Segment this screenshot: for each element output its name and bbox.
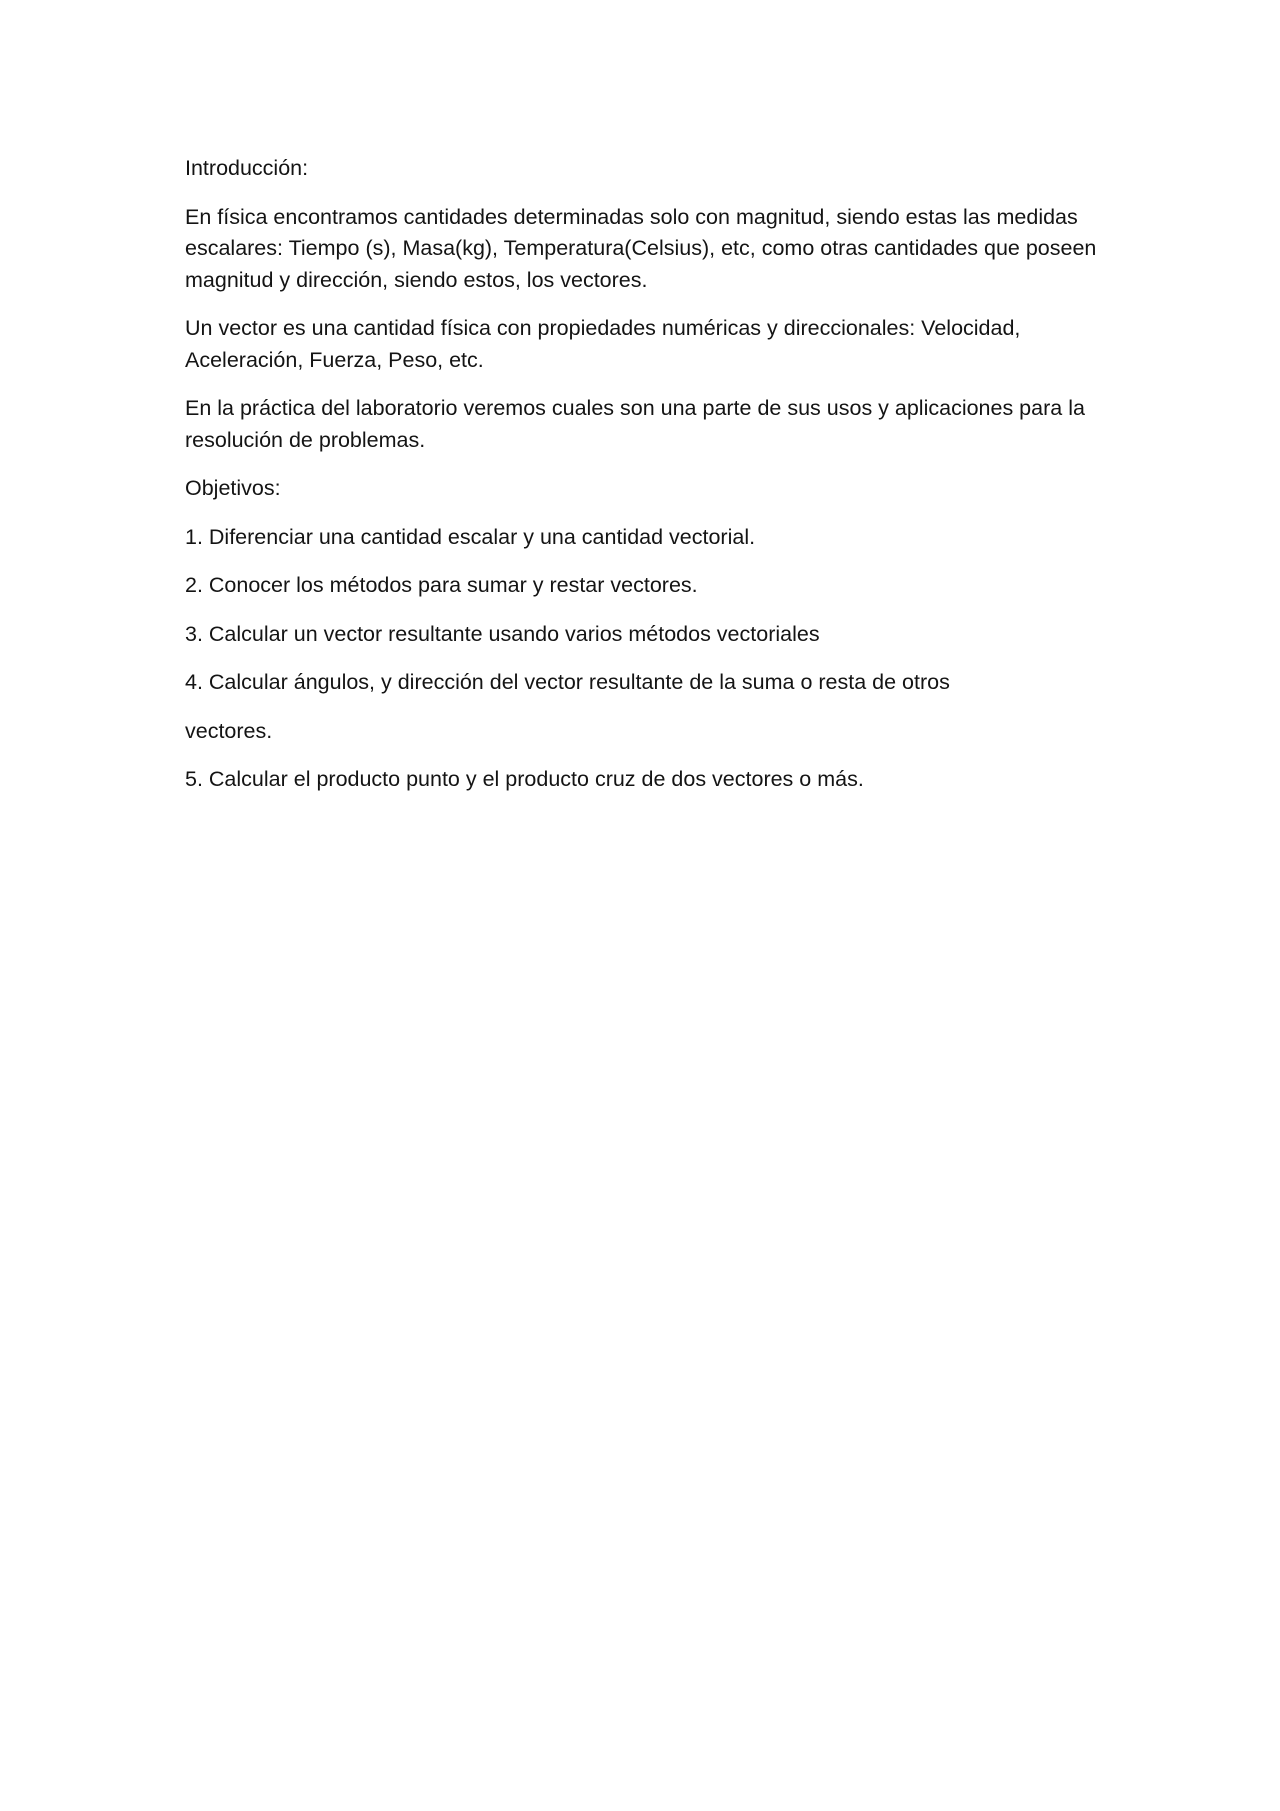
document-body	[185, 153, 1105, 813]
intro-paragraph: En física encontramos cantidades determinadas solo con magnitud, siendo estas las medidas escalares: Tiempo (s), Masa(kg), Temperatura(Celsius), etc, como otras cantidades que poseen magnitud y dirección, siendo estos, los vectores.	[185, 204, 1097, 292]
intro-paragraph: Un vector es una cantidad física con propiedades numéricas y direccionales: Velocidad, Aceleración, Fuerza, Peso, etc.	[185, 316, 1021, 372]
objective-item: vectores.	[185, 718, 273, 743]
objective-item: 3. Calcular un vector resultante usando varios métodos vectoriales	[185, 621, 820, 646]
objective-item: 2. Conocer los métodos para sumar y restar vectores.	[185, 573, 698, 597]
intro-paragraph: En la práctica del laboratorio veremos cuales son una parte de sus usos y aplicaciones para la resolución de problemas.	[185, 396, 1085, 452]
intro-heading: Introducción:	[185, 156, 309, 180]
objectives-heading: Objetivos:	[185, 476, 281, 500]
objective-item: 5. Calcular el producto punto y el producto cruz de dos vectores o más.	[185, 767, 864, 791]
objective-item: 1. Diferenciar una cantidad escalar y una cantidad vectorial.	[185, 524, 756, 549]
objective-item: 4. Calcular ángulos, y dirección del vector resultante de la suma o resta de otros	[185, 670, 950, 694]
